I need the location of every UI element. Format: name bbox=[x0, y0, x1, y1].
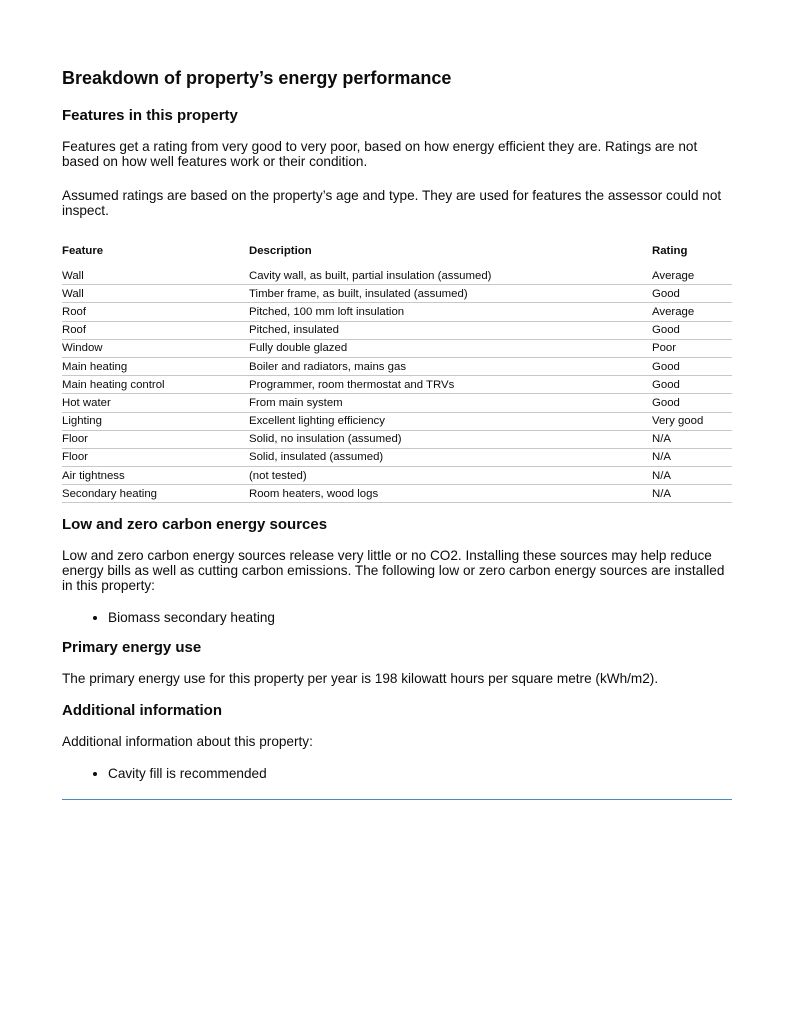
cell-rating: Good bbox=[652, 285, 732, 303]
cell-feature: Roof bbox=[62, 321, 249, 339]
page-title: Breakdown of property’s energy performance bbox=[62, 68, 452, 88]
table-row bbox=[62, 467, 732, 485]
low-carbon-paragraph: Low and zero carbon energy sources release very little or no CO2. Installing these sources may help reduce energy bills as well as cutting carbon emissions. The following low or zero carbon energy sources are installed in this property: bbox=[62, 548, 725, 593]
column-header-description: Description bbox=[249, 245, 312, 257]
features-heading: Features in this property bbox=[62, 107, 238, 124]
cell-feature: Roof bbox=[62, 303, 249, 321]
cell-description: (not tested) bbox=[249, 467, 652, 485]
cell-feature: Wall bbox=[62, 285, 249, 303]
assumed-ratings-paragraph: Assumed ratings are based on the property’s age and type. They are used for features the assessor could not inspect. bbox=[62, 188, 722, 218]
table-row bbox=[62, 412, 732, 430]
cell-rating: Average bbox=[652, 267, 732, 285]
cell-rating: Good bbox=[652, 376, 732, 394]
cell-description: Boiler and radiators, mains gas bbox=[249, 357, 652, 375]
table-row bbox=[62, 321, 732, 339]
cell-feature: Secondary heating bbox=[62, 485, 249, 503]
additional-info-heading: Additional information bbox=[62, 702, 222, 719]
low-carbon-list bbox=[62, 610, 275, 626]
cell-feature: Lighting bbox=[62, 412, 249, 430]
cell-rating: Average bbox=[652, 303, 732, 321]
table-row bbox=[62, 357, 732, 375]
table-row bbox=[62, 339, 732, 357]
list-item: • Cavity fill is recommended bbox=[108, 766, 267, 782]
low-carbon-heading: Low and zero carbon energy sources bbox=[62, 516, 328, 533]
features-table bbox=[62, 242, 732, 503]
cell-rating: N/A bbox=[652, 448, 732, 466]
cell-feature: Air tightness bbox=[62, 467, 249, 485]
cell-rating: N/A bbox=[652, 430, 732, 448]
list-item: • Biomass secondary heating bbox=[108, 610, 275, 626]
cell-rating: N/A bbox=[652, 467, 732, 485]
cell-rating: N/A bbox=[652, 485, 732, 503]
table-row bbox=[62, 485, 732, 503]
cell-feature: Main heating control bbox=[62, 376, 249, 394]
cell-rating: Good bbox=[652, 321, 732, 339]
cell-feature: Wall bbox=[62, 267, 249, 285]
table-row bbox=[62, 430, 732, 448]
cell-description: Fully double glazed bbox=[249, 339, 652, 357]
features-table-header bbox=[62, 242, 732, 260]
cell-feature: Floor bbox=[62, 430, 249, 448]
cell-rating: Good bbox=[652, 394, 732, 412]
primary-energy-heading: Primary energy use bbox=[62, 639, 202, 656]
cell-description: From main system bbox=[249, 394, 652, 412]
cell-description: Solid, no insulation (assumed) bbox=[249, 430, 652, 448]
cell-feature: Hot water bbox=[62, 394, 249, 412]
table-row bbox=[62, 448, 732, 466]
additional-info-list bbox=[62, 766, 267, 782]
cell-description: Programmer, room thermostat and TRVs bbox=[249, 376, 652, 394]
table-row bbox=[62, 376, 732, 394]
column-header-rating: Rating bbox=[652, 245, 688, 257]
cell-description: Room heaters, wood logs bbox=[249, 485, 652, 503]
primary-energy-paragraph: The primary energy use for this property per year is 198 kilowatt hours per square metre (kWh/m2). bbox=[62, 671, 659, 686]
table-row bbox=[62, 285, 732, 303]
cell-description: Cavity wall, as built, partial insulation (assumed) bbox=[249, 267, 652, 285]
cell-feature: Window bbox=[62, 339, 249, 357]
table-row bbox=[62, 267, 732, 285]
cell-description: Solid, insulated (assumed) bbox=[249, 448, 652, 466]
table-row bbox=[62, 394, 732, 412]
cell-rating: Good bbox=[652, 357, 732, 375]
cell-description: Timber frame, as built, insulated (assumed) bbox=[249, 285, 652, 303]
table-row bbox=[62, 303, 732, 321]
cell-description: Excellent lighting efficiency bbox=[249, 412, 652, 430]
section-divider bbox=[62, 799, 732, 800]
cell-description: Pitched, 100 mm loft insulation bbox=[249, 303, 652, 321]
features-intro-paragraph: Features get a rating from very good to very poor, based on how energy efficient they are. Ratings are not based on how well features work or their condition. bbox=[62, 139, 698, 169]
cell-rating: Poor bbox=[652, 339, 732, 357]
cell-description: Pitched, insulated bbox=[249, 321, 652, 339]
column-header-feature: Feature bbox=[62, 245, 104, 257]
cell-rating: Very good bbox=[652, 412, 732, 430]
cell-feature: Main heating bbox=[62, 357, 249, 375]
cell-feature: Floor bbox=[62, 448, 249, 466]
additional-info-paragraph: Additional information about this property: bbox=[62, 734, 313, 749]
